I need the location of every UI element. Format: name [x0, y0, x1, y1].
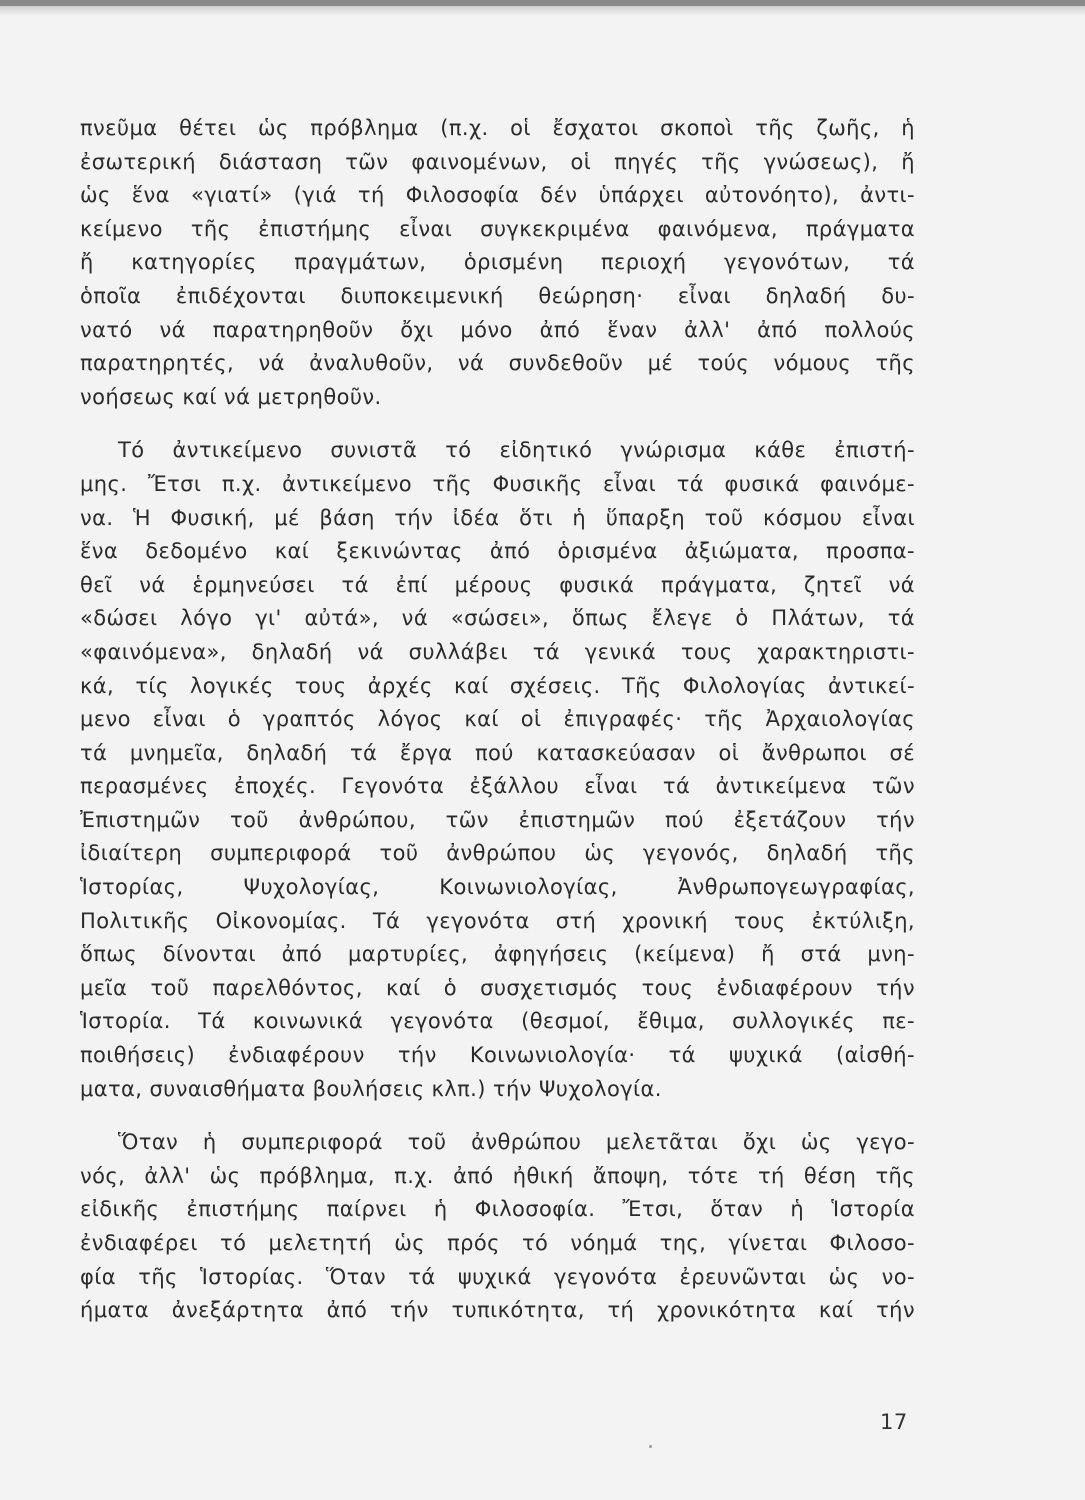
page-top-shadow: [0, 6, 1085, 16]
text-line: θεῖ νά ἑρμηνεύσει τά ἐπί μέρους φυσικά πράγματα, ζητεῖ νά: [80, 572, 915, 597]
body-text: [80, 112, 915, 1328]
text-line: ὡς ἕνα «γιατί» (γιά τή Φιλοσοφία δέν ὑπάρχει αὐτονόητο), ἀντι-: [80, 183, 915, 208]
paragraph-gap: [80, 414, 915, 434]
page-number: 17: [880, 1410, 908, 1434]
text-line: Ἐπιστημῶν τοῦ ἀνθρώπου, τῶν ἐπιστημῶν πού ἐξετάζουν τήν: [80, 807, 915, 832]
text-line: μεῖα τοῦ παρελθόντος, καί ὁ συσχετισμός τους ἐνδιαφέρουν τήν: [80, 975, 915, 1000]
text-line: Ὅταν ἡ συμπεριφορά τοῦ ἀνθρώπου μελετᾶται ὄχι ὡς γεγο-: [118, 1130, 915, 1155]
text-line: τά μνημεῖα, δηλαδή τά ἔργα πού κατασκεύασαν οἱ ἄνθρωποι σέ: [80, 740, 915, 765]
text-line: Ἱστορίας, Ψυχολογίας, Κοινωνιολογίας, Ἀνθρωπογεωγραφίας,: [80, 875, 915, 900]
text-line: εἰδικῆς ἐπιστήμης παίρνει ἡ Φιλοσοφία. Ἔτσι, ὅταν ἡ Ἱστορία: [80, 1197, 915, 1222]
text-line: «δώσει λόγο γι' αὐτά», νά «σώσει», ὅπως ἔλεγε ὁ Πλάτων, τά: [80, 606, 915, 631]
text-line: νοήσεως καί νά μετρηθοῦν.: [80, 384, 382, 409]
text-line: ποιθήσεις) ἐνδιαφέρουν τήν Κοινωνιολογία· τά ψυχικά (αἰσθή-: [80, 1043, 915, 1068]
text-line: Τό ἀντικείμενο συνιστᾶ τό εἰδητικό γνώρισμα κάθε ἐπιστή-: [118, 438, 915, 463]
text-line: ἰδιαίτερη συμπεριφορά τοῦ ἀνθρώπου ὡς γεγονός, δηλαδή τῆς: [80, 841, 915, 866]
text-line: να. Ἡ Φυσική, μέ βάση τήν ἰδέα ὅτι ἡ ὕπαρξη τοῦ κόσμου εἶναι: [80, 505, 915, 530]
text-line: ήματα ἀνεξάρτητα ἀπό τήν τυπικότητα, τή χρονικότητα καί τήν: [80, 1298, 915, 1323]
text-line: ἤ κατηγορίες πραγμάτων, ὁρισμένη περιοχή γεγονότων, τά: [80, 250, 915, 275]
text-line: «φαινόμενα», δηλαδή νά συλλάβει τά γενικά τους χαρακτηριστι-: [80, 639, 915, 664]
paper-speck: [649, 1445, 652, 1448]
text-line: νός, ἀλλ' ὡς πρόβλημα, π.χ. ἀπό ἠθική ἄποψη, τότε τή θέση τῆς: [80, 1163, 915, 1188]
text-line: ἐνδιαφέρει τό μελετητή ὡς πρός τό νόημά της, γίνεται Φιλοσο-: [80, 1231, 915, 1255]
text-line: ἕνα δεδομένο καί ξεκινώντας ἀπό ὁρισμένα ἀξιώματα, προσπα-: [80, 539, 915, 564]
text-line: ματα, συναισθήματα βουλήσεις κλπ.) τήν Ψυχολογία.: [80, 1076, 662, 1101]
text-line: ἐσωτερική διάσταση τῶν φαινομένων, οἱ πηγές τῆς γνώσεως), ἤ: [80, 149, 915, 174]
paragraph-1: [80, 112, 915, 414]
text-line: Πολιτικῆς Οἰκονομίας. Τά γεγονότα στή χρονική τους ἐκτύλιξη,: [80, 908, 915, 933]
text-line: Ἱστορία. Τά κοινωνικά γεγονότα (θεσμοί, ἔθιμα, συλλογικές πε-: [80, 1009, 915, 1034]
paragraph-2: [80, 434, 915, 1106]
text-line: μενο εἶναι ὁ γραπτός λόγος καί οἱ ἐπιγραφές· τῆς Ἀρχαιολογίας: [80, 707, 915, 732]
text-line: πνεῦμα θέτει ὡς πρόβλημα (π.χ. οἱ ἔσχατοι σκοποὶ τῆς ζωῆς, ἡ: [80, 116, 915, 140]
text-line: μης. Ἔτσι π.χ. ἀντικείμενο τῆς Φυσικῆς εἶναι τά φυσικά φαινόμε-: [80, 471, 915, 496]
text-line: περασμένες ἐποχές. Γεγονότα ἐξάλλου εἶναι τά ἀντικείμενα τῶν: [80, 774, 915, 799]
text-line: κείμενο τῆς ἐπιστήμης εἶναι συγκεκριμένα φαινόμενα, πράγματα: [80, 216, 915, 241]
text-line: ὅπως δίνονται ἀπό μαρτυρίες, ἀφηγήσεις (κείμενα) ἤ στά μνη-: [80, 942, 915, 967]
text-line: φία τῆς Ἱστορίας. Ὅταν τά ψυχικά γεγονότα ἐρευνῶνται ὡς νο-: [80, 1264, 915, 1289]
text-line: νατό νά παρατηρηθοῦν ὄχι μόνο ἀπό ἕναν ἀλλ' ἀπό πολλούς: [80, 317, 915, 342]
paragraph-3: [80, 1126, 915, 1328]
paragraph-gap: [80, 1106, 915, 1126]
text-line: κά, τίς λογικές τους ἀρχές καί σχέσεις. Τῆς Φιλολογίας ἀντικεί-: [80, 673, 915, 698]
text-line: ὁποῖα ἐπιδέχονται διυποκειμενική θεώρηση· εἶναι δηλαδή δυ-: [80, 283, 915, 308]
text-line: παρατηρητές, νά ἀναλυθοῦν, νά συνδεθοῦν μέ τούς νόμους τῆς: [80, 351, 915, 376]
